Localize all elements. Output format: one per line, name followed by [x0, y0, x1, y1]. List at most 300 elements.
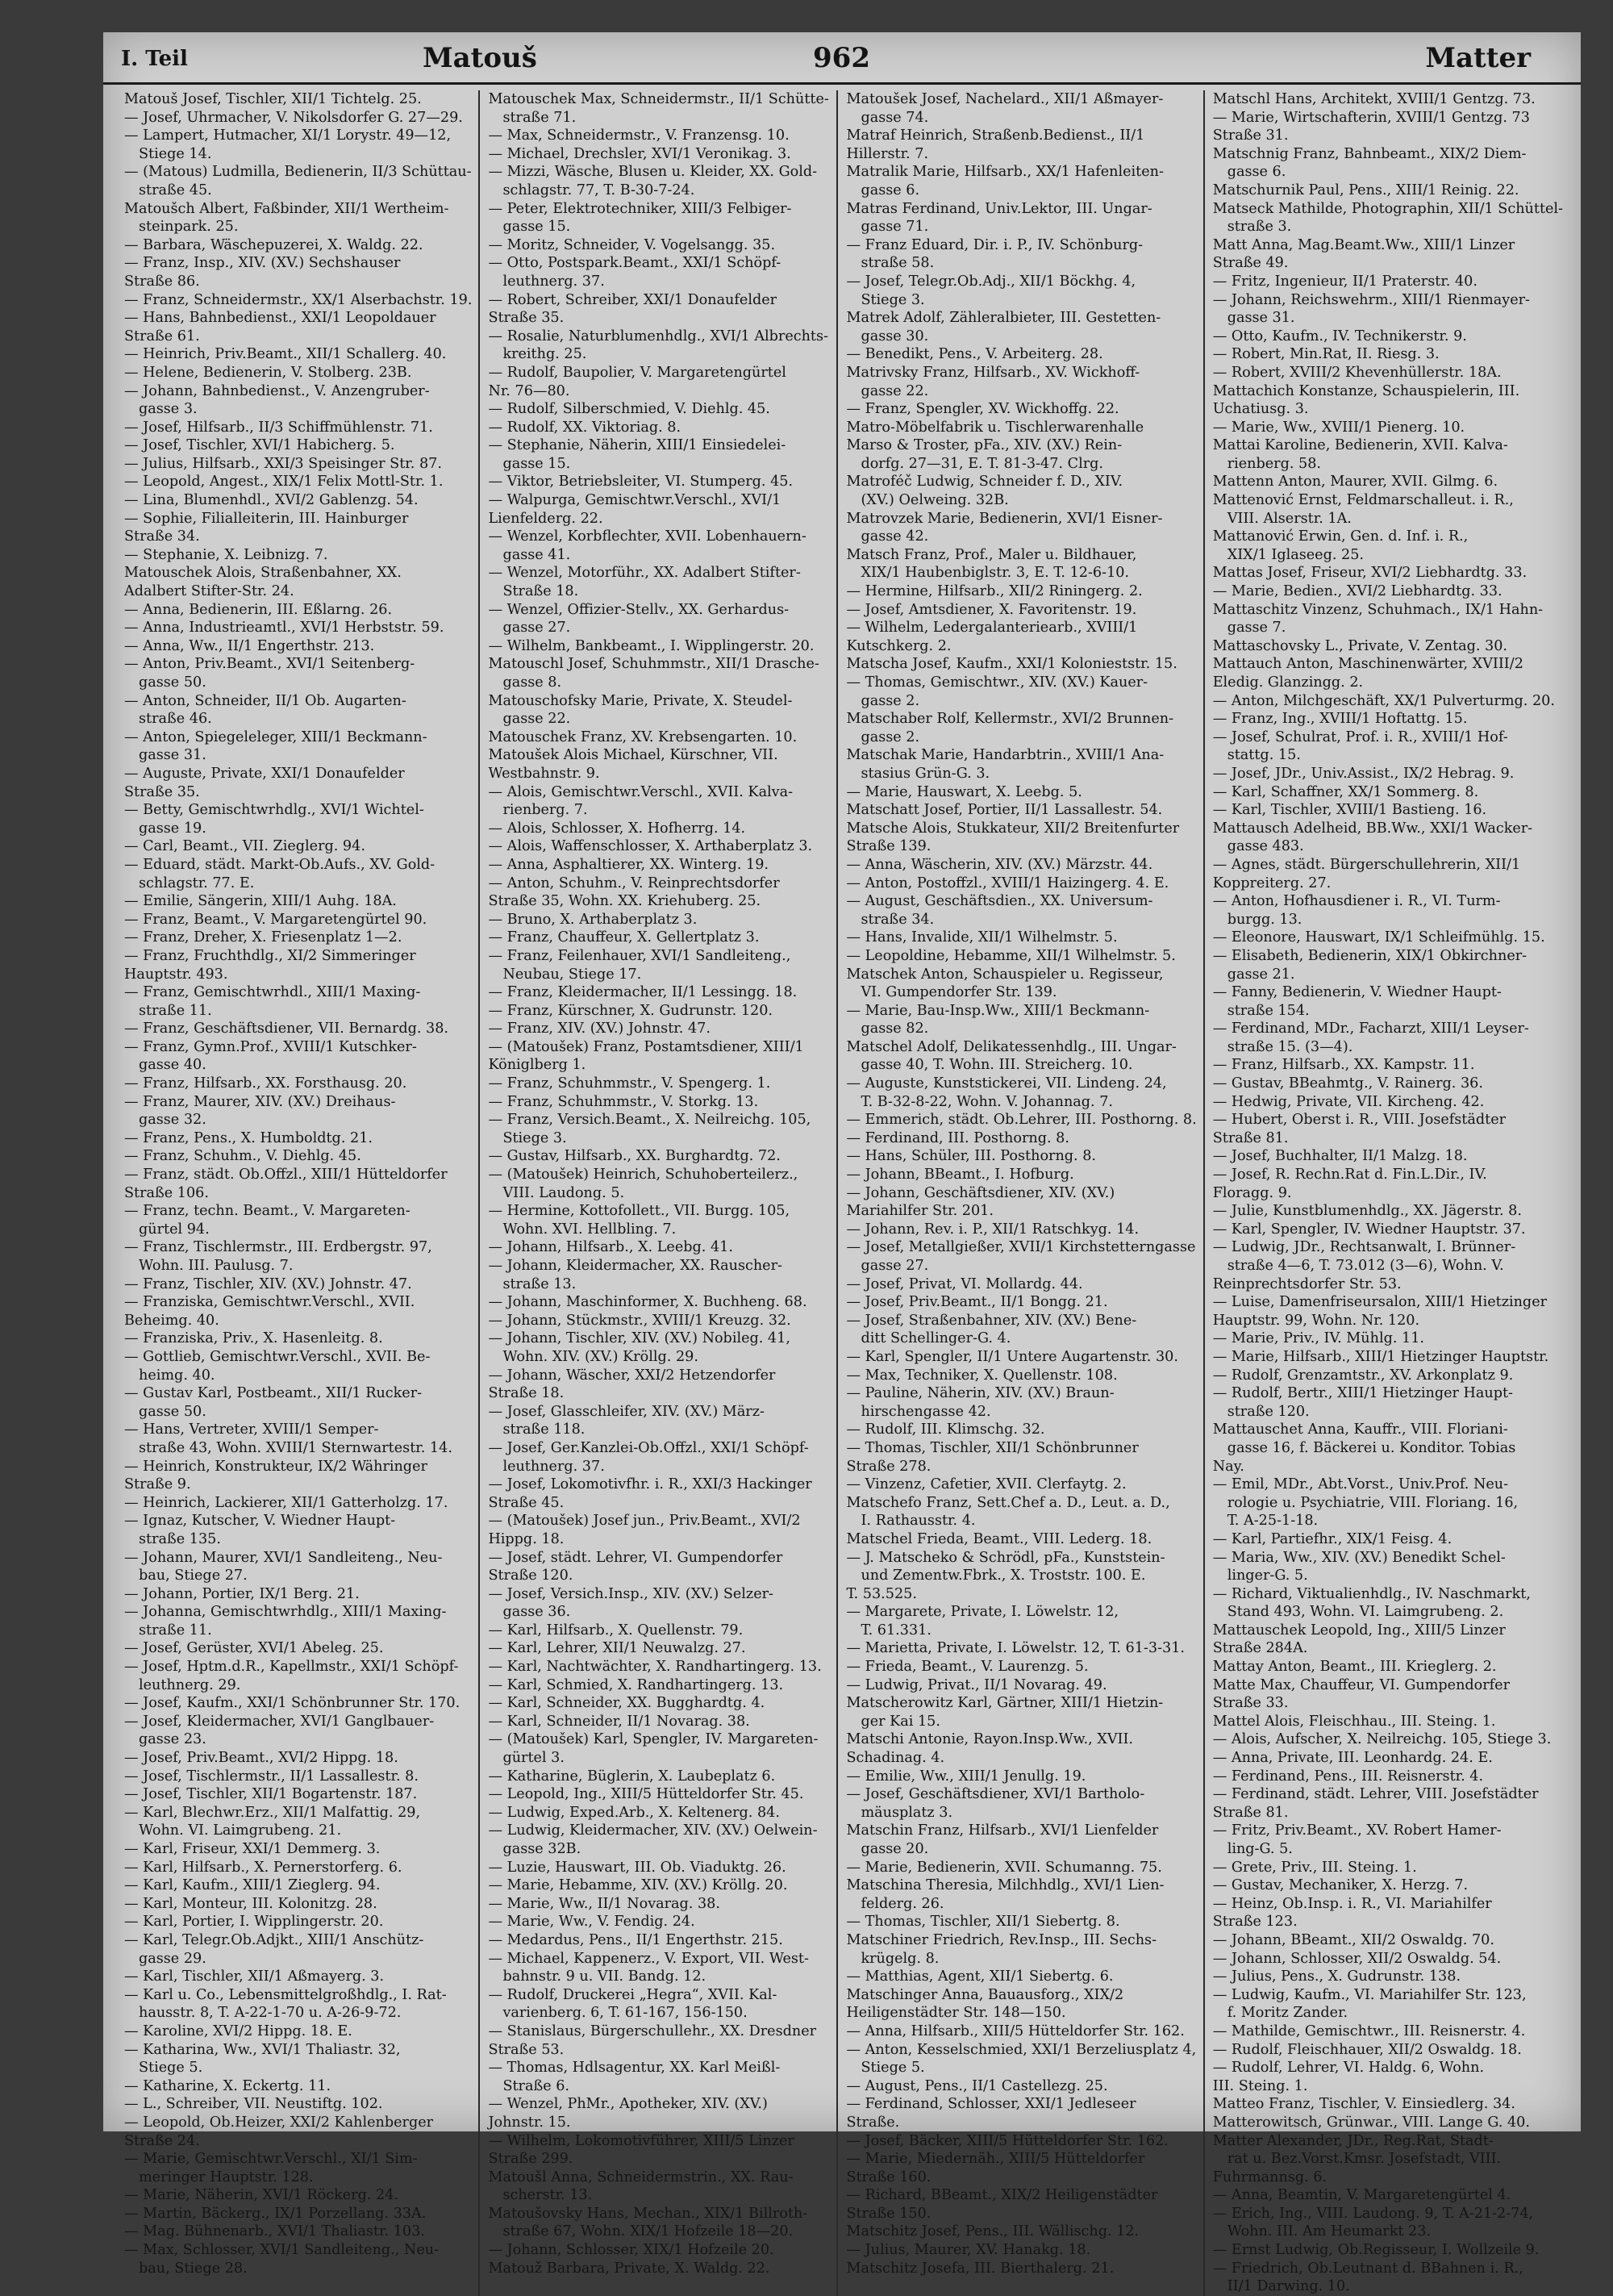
directory-line: Matseck Mathilde, Photographin, XII/1 Schüttel- — [1212, 200, 1563, 217]
directory-line: — Rudolf, III. Klimschg. 32. — [846, 1421, 1045, 1438]
directory-line: straße 45. — [139, 182, 212, 198]
directory-line: — Johann, Rev. i. P., XII/1 Ratschkyg. 14. — [846, 1221, 1140, 1238]
directory-line: straße 71. — [502, 109, 577, 126]
directory-line: — Rudolf, XX. Viktoriag. 8. — [488, 419, 681, 436]
directory-line: Schadinag. 4. — [846, 1750, 945, 1767]
directory-line: hirschengasse 42. — [861, 1403, 991, 1420]
directory-line: burgg. 13. — [1227, 911, 1302, 928]
directory-line: — Wilhelm, Ledergalanteriearb., XVIII/1 — [846, 620, 1138, 637]
directory-line: — Bruno, X. Arthaberplatz 3. — [488, 911, 698, 928]
directory-line: — Johann, Portier, IX/1 Berg. 21. — [124, 1585, 360, 1602]
directory-line: — Michael, Drechsler, XVI/1 Veronikag. 3. — [488, 145, 791, 162]
directory-line: — Ferdinand, Schlosser, XXI/1 Jedleseer — [846, 2096, 1136, 2113]
directory-line: gasse 40, T. Wohn. III. Streicherg. 10. — [861, 1057, 1133, 1074]
directory-line: — Marietta, Private, I. Löwelstr. 12, T. 61-3-31. — [846, 1640, 1185, 1657]
directory-line: — Gustav, Hilfsarb., XX. Burghardtg. 72. — [488, 1148, 781, 1165]
directory-column-4 — [1203, 90, 1569, 2296]
directory-line: gasse 31. — [139, 747, 206, 764]
directory-line: steinpark. 25. — [139, 219, 239, 236]
directory-line: — Hans, Vertreter, XVIII/1 Semper- — [124, 1421, 379, 1438]
directory-line: — Wenzel, Korbflechter, XVII. Lobenhauern- — [488, 528, 806, 545]
directory-line: — Karl, Portier, I. Wipplingerstr. 20. — [124, 1914, 384, 1931]
directory-line: — Fritz, Ingenieur, II/1 Praterstr. 40. — [1212, 273, 1478, 290]
directory-line: — Eleonore, Hauswart, IX/1 Schleifmühlg. 15. — [1212, 929, 1545, 946]
directory-line: — Stephanie, X. Leibnizg. 7. — [124, 546, 328, 563]
directory-line: gasse 19. — [139, 820, 206, 837]
directory-line: — Thomas, Tischler, XII/1 Schönbrunner — [846, 1439, 1139, 1456]
directory-line: — Johann, Schlosser, XII/2 Oswaldg. 54. — [1212, 1950, 1502, 1967]
directory-line: — Franz, Chauffeur, X. Gellertplatz 3. — [488, 929, 760, 946]
directory-line: — Johann, Stückmstr., XVIII/1 Kreuzg. 32. — [488, 1312, 791, 1329]
directory-line: — Ferdinand, Pens., III. Reisnerstr. 4. — [1212, 1768, 1484, 1785]
directory-line: Matro-Möbelfabrik u. Tischlerwarenhalle — [846, 419, 1144, 436]
directory-line: — Karl, Lehrer, XII/1 Neuwalzg. 27. — [488, 1640, 746, 1657]
directory-line: — Karl u. Co., Lebensmittelgroßhdlg., I. Rat- — [124, 1986, 447, 2003]
directory-line: gasse 2. — [861, 728, 920, 745]
directory-line: — Hans, Bahnbedienst., XXI/1 Leopoldauer — [124, 310, 436, 327]
directory-line: — Robert, XVIII/2 Khevenhüllerstr. 18A. — [1212, 364, 1502, 381]
directory-line: gasse 15. — [502, 455, 571, 472]
directory-line: — Franz, Schuhmmstr., V. Storkg. 13. — [488, 1093, 759, 1110]
directory-line: — Anna, Private, III. Leonhardg. 24. E. — [1212, 1750, 1493, 1767]
directory-line: — Josef, Bäcker, XIII/5 Hütteldorfer Str. 162. — [846, 2132, 1169, 2149]
directory-line: — Moritz, Schneider, V. Vogelsangg. 35. — [488, 236, 776, 253]
directory-line: — Erich, Ing., VIII. Laudong. 9, T. A-21-2-74, — [1212, 2205, 1534, 2222]
directory-line: Matoušl Anna, Schneidermstrin., XX. Rau- — [488, 2169, 794, 2185]
directory-line: — Josef, Versich.Insp., XIV. (XV.) Selzer- — [488, 1585, 773, 1602]
directory-line: schlagstr. 77, T. B-30-7-24. — [502, 182, 695, 198]
directory-line: — Anna, Ww., II/1 Engerthstr. 213. — [124, 637, 375, 654]
directory-line: — Ferdinand, III. Posthorng. 8. — [846, 1129, 1069, 1146]
directory-line: — Josef, Buchhalter, II/1 Malzg. 18. — [1212, 1148, 1468, 1165]
directory-line: — Anton, Schuhm., V. Reinprechtsdorfer — [488, 875, 780, 891]
directory-line: — Marie, Bau-Insp.Ww., XIII/1 Beckmann- — [846, 1002, 1150, 1019]
directory-line: und Zementw.Fbrk., X. Troststr. 100. E. — [861, 1568, 1146, 1584]
directory-line: Matschaber Rolf, Kellermstr., XVI/2 Brunnen- — [846, 711, 1174, 728]
directory-line: gasse 2. — [861, 692, 920, 709]
directory-line: Matraf Heinrich, Straßenb.Bedienst., II/1 — [846, 127, 1145, 144]
directory-line: — Alois, Schlosser, X. Hofherrg. 14. — [488, 820, 746, 837]
directory-line: — Katharine, Büglerin, X. Laubeplatz 6. — [488, 1768, 776, 1785]
directory-line: — Lina, Blumenhdl., XVI/2 Gablenzg. 54. — [124, 492, 419, 509]
directory-line: Matschefo Franz, Sett.Chef a. D., Leut. a. D., — [846, 1494, 1170, 1511]
directory-line: ling-G. 5. — [1227, 1841, 1293, 1857]
directory-line: — Julius, Pens., X. Gudrunstr. 138. — [1212, 1968, 1461, 1985]
directory-line: — Sophie, Filialleiterin, III. Hainburger — [124, 510, 409, 527]
directory-line: — Karl, Friseur, XXI/1 Demmerg. 3. — [124, 1841, 381, 1857]
directory-line: Mattachich Konstanze, Schauspielerin, III. — [1212, 382, 1520, 399]
directory-line: — Franz, Insp., XIV. (XV.) Sechshauser — [124, 255, 401, 272]
directory-line: Nr. 76—80. — [488, 382, 570, 399]
directory-line: — Josef, Geschäftsdiener, XVI/1 Bartholo- — [846, 1786, 1145, 1803]
directory-line: Matter Alexander, JDr., Reg.Rat, Stadt- — [1212, 2132, 1494, 2149]
directory-line: — (Matous) Ludmilla, Bedienerin, II/3 Schüttau- — [124, 164, 472, 181]
directory-line: gasse 27. — [502, 620, 571, 637]
directory-line: Straße 299. — [488, 2151, 573, 2168]
directory-line: — Franz, Kleidermacher, II/1 Lessingg. 18. — [488, 984, 798, 1001]
directory-line: Straße 278. — [846, 1458, 932, 1475]
directory-line: Matralik Marie, Hilfsarb., XX/1 Hafenleiten- — [846, 164, 1164, 181]
directory-line: Straße 49. — [1212, 255, 1289, 272]
directory-line: Floragg. 9. — [1212, 1184, 1292, 1201]
directory-line: krügelg. 8. — [861, 1950, 940, 1967]
directory-line: — Richard, Viktualienhdlg., IV. Naschmarkt, — [1212, 1585, 1531, 1602]
directory-line: — Josef, Privat, VI. Mollardg. 44. — [846, 1275, 1083, 1292]
directory-line: Nay. — [1212, 1458, 1244, 1475]
directory-line: — Franz, Fruchthdlg., XI/2 Simmeringer — [124, 947, 416, 964]
directory-line: — Anton, Schneider, II/1 Ob. Augarten- — [124, 692, 406, 709]
directory-line: — Anna, Asphaltierer, XX. Winterg. 19. — [488, 856, 769, 873]
directory-line: — Rudolf, Bertr., XIII/1 Hietzinger Haupt- — [1212, 1385, 1513, 1402]
directory-line: — Marie, Hebamme, XIV. (XV.) Kröllg. 20. — [488, 1877, 788, 1894]
directory-line: — Mathilde, Gemischtwr., III. Reisnerstr. 4. — [1212, 2023, 1526, 2039]
directory-line: — Leopold, Angest., XIX/1 Felix Mottl-Str. 1. — [124, 474, 444, 491]
directory-line: Stiege 5. — [861, 2060, 925, 2077]
directory-line: — Franz Eduard, Dir. i. P., IV. Schönburg- — [846, 236, 1144, 253]
directory-line: — Anna, Hilfsarb., XIII/5 Hütteldorfer Str. 162. — [846, 2023, 1185, 2039]
directory-line: — Grete, Priv., III. Steing. 1. — [1212, 1859, 1417, 1876]
directory-line: Mattas Josef, Friseur, XVI/2 Liebhardtg. 33. — [1212, 565, 1528, 582]
directory-line: gasse 22. — [502, 711, 571, 728]
directory-line: — Franz, Schuhmmstr., V. Spengerg. 1. — [488, 1075, 771, 1092]
directory-line: Mattausch Adelheid, BB.Ww., XXI/1 Wacker- — [1212, 820, 1533, 837]
directory-line: gasse 22. — [861, 382, 929, 399]
directory-line: gasse 31. — [1227, 310, 1295, 327]
directory-line: varienberg. 6, T. 61-167, 156-150. — [502, 2005, 748, 2022]
directory-line: Stiege 5. — [139, 2060, 203, 2077]
directory-line: Matscha Josef, Kaufm., XXI/1 Kolonieststr. 15. — [846, 656, 1177, 673]
directory-column-3 — [836, 90, 1202, 2296]
directory-line: — Karl, Partiefhr., XIX/1 Feisg. 4. — [1212, 1530, 1453, 1547]
directory-line: — Johann, BBeamt., XII/2 Oswaldg. 70. — [1212, 1931, 1494, 1948]
directory-line: — Franz, Tischlermstr., III. Erdbergstr. 97, — [124, 1239, 432, 1256]
directory-line: — Auguste, Kunststickerei, VII. Lindeng. 24, — [846, 1075, 1167, 1092]
directory-line: — Gustav, BBeahmtg., V. Rainerg. 36. — [1212, 1075, 1483, 1092]
directory-line: — Medardus, Pens., II/1 Engerthstr. 215. — [488, 1931, 783, 1948]
directory-line: Hauptstr. 99, Wohn. Nr. 120. — [1212, 1312, 1420, 1329]
directory-page — [103, 32, 1581, 2295]
directory-line: Straße 284A. — [1212, 1640, 1308, 1657]
directory-line: Neubau, Stiege 17. — [502, 966, 642, 983]
directory-line: — Friedrich, Ob.Leutnant d. BBahnen i. R., — [1212, 2260, 1523, 2277]
directory-line: Matoušek Josef, Nachelard., XII/1 Aßmayer- — [846, 91, 1164, 107]
directory-line: Reinprechtsdorfer Str. 53. — [1212, 1275, 1402, 1292]
directory-line: — Rudolf, Baupolier, V. Margaretengürtel — [488, 364, 786, 381]
directory-line: gasse 29. — [139, 1950, 206, 1967]
directory-line: — Josef, Kleidermacher, XVI/1 Ganglbauer- — [124, 1713, 435, 1730]
directory-line: gasse 21. — [1227, 966, 1295, 983]
directory-line: Straße 31. — [1212, 127, 1289, 144]
directory-line: — Rudolf, Grenzamtstr., XV. Arkonplatz 9. — [1212, 1367, 1514, 1384]
directory-line: — Karl, Monteur, III. Kolonitzg. 28. — [124, 1895, 377, 1912]
directory-line: Matschitz Josefa, III. Bierthalerg. 21. — [846, 2260, 1115, 2277]
directory-line: Straße 6. — [502, 2077, 570, 2094]
directory-line: hausstr. 8, T. A-22-1-70 u. A-26-9-72. — [139, 2005, 402, 2022]
directory-line: f. Moritz Zander. — [1227, 2005, 1348, 2022]
directory-line: — Anna, Wäscherin, XIV. (XV.) Märzstr. 44. — [846, 856, 1153, 873]
directory-line: — Marie, Ww., V. Fendig. 24. — [488, 1914, 695, 1931]
directory-line: — Hans, Schüler, III. Posthorng. 8. — [846, 1148, 1097, 1165]
directory-line: Straße 139. — [846, 838, 932, 855]
directory-line: — (Matoušek) Franz, Postamtsdiener, XIII/1 — [488, 1038, 804, 1055]
directory-line: — Josef, Glasschleifer, XIV. (XV.) März- — [488, 1403, 765, 1420]
directory-line: rienberg. 7. — [502, 802, 588, 819]
directory-line: Matsche Alois, Stukkateur, XII/2 Breitenfurter — [846, 820, 1180, 837]
directory-line: Matouschek Alois, Straßenbahner, XX. — [124, 565, 402, 582]
directory-line: — Heinrich, Priv.Beamt., XII/1 Schallerg. 40. — [124, 346, 447, 363]
directory-line: — Franz, Gemischtwrhdl., XIII/1 Maxing- — [124, 984, 421, 1001]
directory-line: — Franz, Tischler, XIV. (XV.) Johnstr. 47. — [124, 1275, 412, 1292]
directory-line: — Franz, Spengler, XV. Wickhoffg. 22. — [846, 401, 1119, 418]
directory-line: Straße 33. — [1212, 1695, 1289, 1712]
directory-line: Matouschek Max, Schneidermstr., II/1 Schütte- — [488, 91, 829, 107]
directory-line: straße 15. (3—4). — [1227, 1038, 1353, 1055]
directory-line: gasse 8. — [502, 674, 562, 691]
directory-line: — Josef, Straßenbahner, XIV. (XV.) Bene- — [846, 1312, 1137, 1329]
directory-line: Lienfelderg. 22. — [488, 510, 603, 527]
directory-line: — Elisabeth, Bedienerin, XIX/1 Obkirchner- — [1212, 947, 1528, 964]
directory-line: Matoušovsky Hans, Mechan., XIX/1 Billroth- — [488, 2205, 808, 2222]
directory-line: — Ignaz, Kutscher, V. Wiedner Haupt- — [124, 1513, 396, 1530]
directory-line: Heiligenstädter Str. 148—150. — [846, 2005, 1066, 2022]
directory-line: Straße 18. — [488, 1385, 565, 1402]
directory-line: — Karl, Hilfsarb., X. Pernerstorferg. 6. — [124, 1859, 402, 1876]
directory-line: — Robert, Schreiber, XXI/1 Donaufelder — [488, 291, 777, 308]
directory-line: stattg. 15. — [1227, 747, 1301, 764]
directory-line: — Ludwig, Kleidermacher, XIV. (XV.) Oelwein- — [488, 1822, 818, 1839]
directory-line: scherstr. 13. — [502, 2187, 593, 2204]
directory-line: — Julius, Maurer, XV. Hanakg. 18. — [846, 2242, 1091, 2259]
directory-line: Matschin Franz, Hilfsarb., XVI/1 Lienfelder — [846, 1822, 1159, 1839]
directory-line: Matschnig Franz, Bahnbeamt., XIX/2 Diem- — [1212, 145, 1527, 162]
directory-line: Koppreiterg. 27. — [1212, 875, 1332, 891]
directory-line: — Franz, techn. Beamt., V. Margareten- — [124, 1203, 411, 1220]
directory-line: straße 118. — [502, 1421, 586, 1438]
directory-line: Matrovzek Marie, Bedienerin, XVI/1 Eisner- — [846, 510, 1163, 527]
directory-line: straße 58. — [861, 255, 935, 272]
directory-line: — Wilhelm, Lokomotivführer, XIII/5 Linzer — [488, 2132, 794, 2149]
directory-line: — Margarete, Private, I. Löwelstr. 12, — [846, 1604, 1119, 1621]
directory-line: — Heinz, Ob.Insp. i. R., VI. Mariahilfer — [1212, 1895, 1492, 1912]
directory-line: — Agnes, städt. Bürgerschullehrerin, XII/1 — [1212, 856, 1521, 873]
directory-line: — Johann, Hilfsarb., X. Leebg. 41. — [488, 1239, 733, 1256]
directory-line: — Wilhelm, Bankbeamt., I. Wipplingerstr. 20. — [488, 637, 815, 654]
directory-line: gasse 483. — [1227, 838, 1304, 855]
directory-line: — Stephanie, Näherin, XIII/1 Einsiedelei- — [488, 437, 786, 454]
directory-line: — Josef, Hptm.d.R., Kapellmstr., XXI/1 Schöpf- — [124, 1659, 459, 1676]
directory-line: — Franz, Maurer, XIV. (XV.) Dreihaus- — [124, 1093, 396, 1110]
directory-line: Straße 86. — [124, 273, 200, 290]
directory-line: — Karl, Telegr.Ob.Adjkt., XIII/1 Anschütz- — [124, 1931, 424, 1948]
directory-line: — Karl, Schneider, II/1 Novarag. 38. — [488, 1713, 750, 1730]
directory-line: Stand 493, Wohn. VI. Laimgrubeng. 2. — [1227, 1604, 1504, 1621]
directory-line: bau, Stiege 28. — [139, 2260, 248, 2277]
directory-line: kreithg. 25. — [502, 346, 587, 363]
directory-line: — Marie, Miedernäh., XIII/5 Hütteldorfer — [846, 2151, 1145, 2168]
directory-line: Straße 45. — [488, 1494, 565, 1511]
directory-line: — Josef, Tischler, XII/1 Bogartenstr. 187. — [124, 1786, 418, 1803]
directory-line: II/1 Darwing. 10. — [1227, 2278, 1350, 2295]
directory-line: Straße 53. — [488, 2041, 565, 2058]
directory-line: gasse 3. — [139, 401, 198, 418]
directory-line: Matschina Theresia, Milchhdlg., XVI/1 Lien- — [846, 1877, 1165, 1894]
directory-line: gasse 42. — [861, 528, 929, 545]
directory-line: Matouschofsky Marie, Private, X. Steudel- — [488, 692, 793, 709]
directory-line: — Marie, Priv., IV. Mühlg. 11. — [1212, 1330, 1425, 1347]
directory-line: Matschek Anton, Schauspieler u. Regisseur, — [846, 966, 1164, 983]
directory-line: — Leopoldine, Hebamme, XII/1 Wilhelmstr. 5. — [846, 947, 1176, 964]
directory-line: — Thomas, Gemischtwr., XIV. (XV.) Kauer- — [846, 674, 1148, 691]
directory-line: — Wenzel, Offizier-Stellv., XX. Gerhardus- — [488, 601, 790, 618]
directory-line: — Johanna, Gemischtwrhdlg., XIII/1 Maxing- — [124, 1604, 447, 1621]
header-last-name: Matter — [1425, 42, 1531, 74]
directory-line: — Frieda, Beamt., V. Laurenzg. 5. — [846, 1659, 1089, 1676]
directory-line: — Josef, Tischlermstr., II/1 Lassallestr. 8. — [124, 1768, 419, 1785]
directory-line: Straße 24. — [124, 2132, 200, 2149]
directory-line: — Emilie, Ww., XIII/1 Jenullg. 19. — [846, 1768, 1086, 1785]
directory-line: — Betty, Gemischtwrhdlg., XVI/1 Wichtel- — [124, 802, 424, 819]
directory-line: — Josef, städt. Lehrer, VI. Gumpendorfer — [488, 1549, 783, 1566]
directory-line: Beheimg. 40. — [124, 1312, 219, 1329]
directory-line: gasse 32. — [139, 1112, 206, 1129]
directory-line: rienberg. 58. — [1227, 455, 1321, 472]
directory-line: — Anton, Priv.Beamt., XVI/1 Seitenberg- — [124, 656, 415, 673]
directory-line: — Eduard, städt. Markt-Ob.Aufs., XV. Gold- — [124, 856, 436, 873]
directory-line: Mattaschovsky L., Private, V. Zentag. 30. — [1212, 637, 1508, 654]
directory-line: Matoušch Albert, Faßbinder, XII/1 Wertheim- — [124, 200, 449, 217]
directory-line: — Alois, Waffenschlosser, X. Arthaberplatz 3. — [488, 838, 813, 855]
directory-line: — Lampert, Hutmacher, XI/1 Lorystr. 49—12, — [124, 127, 452, 144]
directory-line: — Franz, Beamt., V. Margaretengürtel 90. — [124, 911, 427, 928]
directory-line: gasse 6. — [1227, 164, 1286, 181]
directory-line: — Gustav, Mechaniker, X. Herzg. 7. — [1212, 1877, 1469, 1894]
directory-line: — (Matoušek) Heinrich, Schuhoberteilerz., — [488, 1167, 798, 1183]
directory-line: Straße 18. — [502, 583, 579, 600]
directory-line: T. A-25-1-18. — [1227, 1513, 1319, 1530]
directory-line: — Mag. Bühnenarb., XVI/1 Thaliastr. 103. — [124, 2223, 425, 2240]
directory-line: gürtel 94. — [139, 1221, 210, 1238]
directory-line: — Wenzel, Motorführ., XX. Adalbert Stifter- — [488, 565, 801, 582]
directory-line: Wohn. III. Paulusg. 7. — [139, 1258, 294, 1274]
directory-line: Matras Ferdinand, Univ.Lektor, III. Ungar- — [846, 200, 1152, 217]
directory-line: — Ludwig, JDr., Rechtsanwalt, I. Brünner- — [1212, 1239, 1516, 1256]
directory-line: — Marie, Bedien., XVI/2 Liebhardtg. 33. — [1212, 583, 1503, 600]
directory-line: dorfg. 27—31, E. T. 81-3-47. Clrg. — [861, 455, 1103, 472]
directory-line: heimg. 40. — [139, 1367, 215, 1384]
directory-line: — Josef, Priv.Beamt., XVI/2 Hippg. 18. — [124, 1750, 398, 1767]
directory-line: T. B-32-8-22, Wohn. V. Johannag. 7. — [861, 1093, 1114, 1110]
directory-line: — Viktor, Betriebsleiter, VI. Stumperg. 45. — [488, 474, 794, 491]
directory-column-2 — [478, 90, 836, 2296]
directory-line: — Josef, JDr., Univ.Assist., IX/2 Hebrag. 9. — [1212, 765, 1515, 782]
directory-line: ditt Schellinger-G. 4. — [861, 1330, 1011, 1347]
directory-line: gasse 36. — [502, 1604, 571, 1621]
directory-line: Matouschl Josef, Schuhmmstr., XII/1 Drasche- — [488, 656, 819, 673]
directory-line: — Franz, Ing., XVIII/1 Hoftattg. 15. — [1212, 711, 1468, 728]
directory-line: Matrek Adolf, Zähleralbieter, III. Gestetten- — [846, 310, 1161, 327]
directory-line: — Julie, Kunstblumenhdlg., XX. Jägerstr. 8. — [1212, 1203, 1522, 1220]
directory-line: gasse 6. — [861, 182, 920, 198]
directory-line: straße 4—6, T. 73.012 (3—6), Wohn. V. — [1227, 1258, 1504, 1274]
directory-line: straße 43, Wohn. XVIII/1 Sternwartestr. 14. — [139, 1439, 452, 1456]
directory-line: — Anton, Postoffzl., XVIII/1 Haizingerg. 4. E. — [846, 875, 1169, 891]
directory-line: straße 154. — [1227, 1002, 1310, 1019]
directory-line: — Josef, Tischler, XVI/1 Habicherg. 5. — [124, 437, 395, 454]
directory-line: straße 135. — [139, 1530, 221, 1547]
directory-line: III. Steing. 1. — [1212, 2077, 1308, 2094]
directory-line: — Karl, Tischler, XVIII/1 Bastieng. 16. — [1212, 802, 1487, 819]
directory-line: Matouž Barbara, Private, X. Waldg. 22. — [488, 2260, 770, 2277]
directory-line: leuthnerg. 37. — [502, 1458, 605, 1475]
directory-line: Hauptstr. 493. — [124, 966, 228, 983]
directory-line: Wohn. VI. Laimgrubeng. 21. — [139, 1822, 342, 1839]
directory-line: — Josef, Amtsdiener, X. Favoritenstr. 19. — [846, 601, 1137, 618]
part-label: I. Teil — [121, 47, 188, 71]
directory-line: straße 46. — [139, 711, 212, 728]
directory-line: — Karl, Spengler, II/1 Untere Augartenstr. 30. — [846, 1348, 1178, 1365]
directory-line: — Johann, Bahnbedienst., V. Anzengruber- — [124, 382, 430, 399]
directory-line: — Karl, Tischler, XII/1 Aßmayerg. 3. — [124, 1968, 385, 1985]
directory-line: schlagstr. 77. E. — [139, 875, 255, 891]
directory-line: — Marie, Bedienerin, XVII. Schumanng. 75. — [846, 1859, 1162, 1876]
directory-line: gasse 15. — [502, 219, 571, 236]
directory-line: — Marie, Hilfsarb., XIII/1 Hietzinger Hauptstr. — [1212, 1348, 1549, 1365]
directory-line: — Helene, Bedienerin, V. Stolberg. 23B. — [124, 364, 412, 381]
directory-line: — Gottlieb, Gemischtwr.Verschl., XVII. Be- — [124, 1348, 431, 1365]
directory-line: — Michael, Kappenerz., V. Export, VII. West- — [488, 1950, 809, 1967]
directory-line: — Karl, Schaffner, XX/1 Sommerg. 8. — [1212, 783, 1479, 800]
directory-line: — Franz, Hilfsarb., XX. Forsthausg. 20. — [124, 1075, 407, 1092]
directory-line: — Rudolf, Fleischhauer, XII/2 Oswaldg. 18. — [1212, 2041, 1522, 2058]
directory-line: Matouš Josef, Tischler, XII/1 Tichtelg. 25. — [124, 91, 422, 107]
directory-line: — Anna, Beamtin, V. Margaretengürtel 4. — [1212, 2187, 1511, 2204]
directory-line: straße 34. — [861, 911, 935, 928]
directory-line: — Franz, Versich.Beamt., X. Neilreichg. 105, — [488, 1112, 811, 1129]
directory-line: — Josef, Schulrat, Prof. i. R., XVIII/1 Hof- — [1212, 728, 1508, 745]
directory-line: — Anna, Industrieamtl., XVI/1 Herbststr. 59. — [124, 620, 444, 637]
directory-line: Stiege 14. — [139, 145, 212, 162]
directory-line: straße 120. — [1227, 1403, 1310, 1420]
directory-line: gasse 40. — [139, 1057, 206, 1074]
directory-line: Matschurnik Paul, Pens., XIII/1 Reinig. 22. — [1212, 182, 1519, 198]
directory-line: Mattenn Anton, Maurer, XVII. Gilmg. 6. — [1212, 474, 1498, 491]
directory-line: Mattaschitz Vinzenz, Schuhmach., IX/1 Hahn- — [1212, 601, 1544, 618]
directory-line: — Martin, Bäckerg., IX/1 Porzellang. 33A. — [124, 2205, 427, 2222]
directory-line: leuthnerg. 37. — [502, 273, 605, 290]
directory-line: — Marie, Näherin, XVI/1 Röckerg. 24. — [124, 2187, 399, 2204]
directory-line: — Max, Schneidermstr., V. Franzensg. 10. — [488, 127, 790, 144]
directory-line: Matschak Marie, Handarbtrin., XVIII/1 Ana- — [846, 747, 1165, 764]
directory-line: — Robert, Min.Rat, II. Riesg. 3. — [1212, 346, 1440, 363]
directory-line: — Josef, Telegr.Ob.Adj., XII/1 Böckhg. 4, — [846, 273, 1136, 290]
directory-line: — Karl, Hilfsarb., X. Quellenstr. 79. — [488, 1622, 744, 1639]
directory-line: — Hermine, Hilfsarb., XII/2 Riningerg. 2. — [846, 583, 1143, 600]
directory-line: — Marie, Ww., XVIII/1 Pienerg. 10. — [1212, 419, 1465, 436]
directory-line: Matschel Frieda, Beamt., VIII. Lederg. 18. — [846, 1530, 1152, 1547]
directory-line: rat u. Bez.Vorst.Kmsr. Josefstadt, VIII. — [1227, 2151, 1502, 2168]
directory-line: leuthnerg. 29. — [139, 1676, 241, 1693]
directory-line: — Ferdinand, MDr., Facharzt, XIII/1 Leyser- — [1212, 1021, 1529, 1037]
directory-line: — Leopold, Ing., XIII/5 Hütteldorfer Str. 45. — [488, 1786, 804, 1803]
directory-line: — Marie, Ww., II/1 Novarag. 38. — [488, 1895, 720, 1912]
directory-line: — Julius, Hilfsarb., XXI/3 Speisinger Str. 87. — [124, 455, 442, 472]
directory-line: — Anton, Spiegeleleger, XIII/1 Beckmann- — [124, 728, 427, 745]
directory-line: Matrivsky Franz, Hilfsarb., XV. Wickhoff- — [846, 364, 1140, 381]
directory-line: — Franziska, Gemischtwr.Verschl., XVII. — [124, 1294, 415, 1311]
directory-line: — Otto, Kaufm., IV. Technikerstr. 9. — [1212, 328, 1467, 344]
directory-line: — Hedwig, Private, VII. Kircheng. 42. — [1212, 1093, 1485, 1110]
directory-line: linger-G. 5. — [1227, 1568, 1308, 1584]
